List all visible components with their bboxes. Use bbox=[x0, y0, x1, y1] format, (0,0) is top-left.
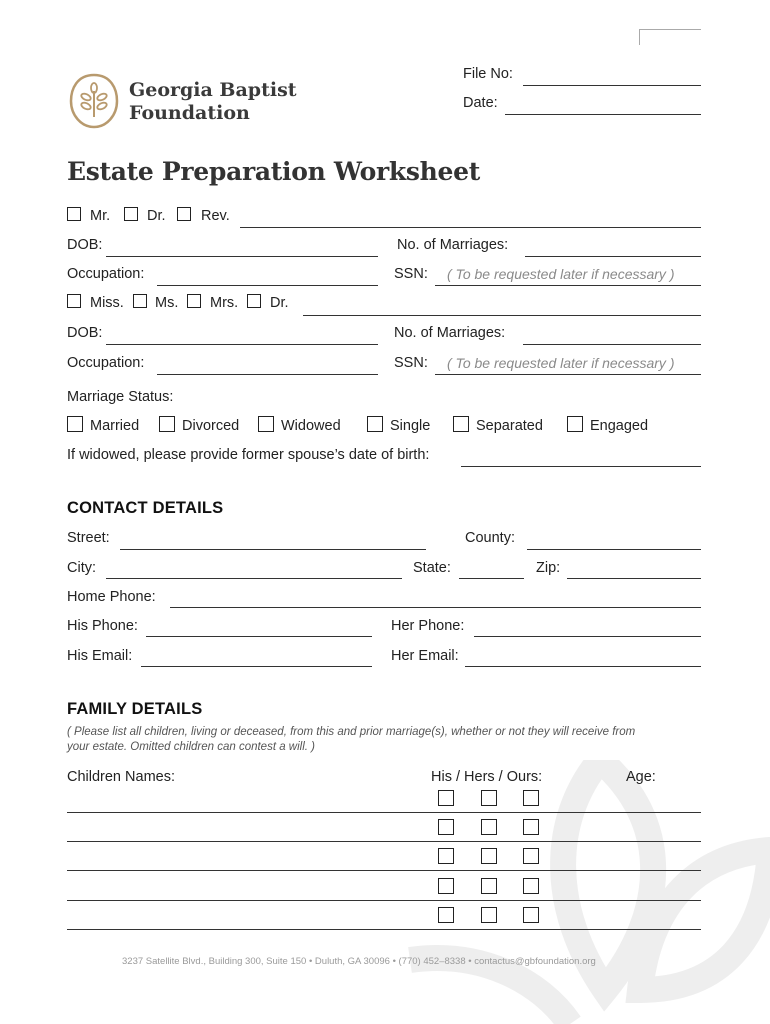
option-widowed-label: Widowed bbox=[281, 418, 341, 434]
ssn-label-1: SSN: bbox=[394, 266, 428, 282]
date-field[interactable] bbox=[505, 114, 701, 115]
checkbox-single[interactable] bbox=[367, 416, 383, 432]
county-label: County: bbox=[465, 530, 515, 546]
her-phone-field[interactable] bbox=[474, 636, 701, 637]
child-his-checkbox[interactable] bbox=[438, 878, 454, 894]
watermark-leaf-icon bbox=[370, 760, 770, 1024]
marriages-label-1: No. of Marriages: bbox=[397, 237, 509, 253]
home-phone-label: Home Phone: bbox=[67, 589, 156, 605]
his-hers-ours-header: His / Hers / Ours: bbox=[431, 769, 543, 785]
person2-name-field[interactable] bbox=[303, 315, 701, 316]
state-field[interactable] bbox=[459, 578, 524, 579]
checkbox-dr-2[interactable] bbox=[247, 294, 261, 308]
option-married-label: Married bbox=[90, 418, 140, 434]
former-spouse-dob-field[interactable] bbox=[461, 466, 701, 467]
checkbox-mrs[interactable] bbox=[187, 294, 201, 308]
checkbox-widowed[interactable] bbox=[258, 416, 274, 432]
ssn-field-1[interactable] bbox=[435, 285, 701, 286]
street-label: Street: bbox=[67, 530, 110, 546]
his-phone-label: His Phone: bbox=[67, 618, 138, 634]
widowed-prompt: If widowed, please provide former spouse’s date of birth: bbox=[67, 447, 430, 463]
her-phone-label: Her Phone: bbox=[391, 618, 465, 634]
title-dr-label-1: Dr. bbox=[147, 208, 166, 224]
child-ours-checkbox[interactable] bbox=[523, 790, 539, 806]
children-names-header: Children Names: bbox=[67, 769, 175, 785]
child-ours-checkbox[interactable] bbox=[523, 819, 539, 835]
child-ours-checkbox[interactable] bbox=[523, 907, 539, 923]
child-his-checkbox[interactable] bbox=[438, 907, 454, 923]
child-hers-checkbox[interactable] bbox=[481, 819, 497, 835]
child-row-line[interactable] bbox=[67, 812, 701, 813]
ssn-placeholder-2: ( To be requested later if necessary ) bbox=[447, 355, 675, 371]
corner-mark bbox=[639, 29, 701, 45]
checkbox-engaged[interactable] bbox=[567, 416, 583, 432]
street-field[interactable] bbox=[120, 549, 426, 550]
age-header: Age: bbox=[626, 769, 656, 785]
footer-address: 3237 Satellite Blvd., Building 300, Suite 150 • Duluth, GA 30096 • (770) 452–8338 • contactus@gbfoundation.org bbox=[122, 956, 596, 967]
child-row-line[interactable] bbox=[67, 870, 701, 871]
her-email-label: Her Email: bbox=[391, 648, 459, 664]
dob-field-1[interactable] bbox=[106, 256, 378, 257]
child-row-line[interactable] bbox=[67, 929, 701, 930]
child-hers-checkbox[interactable] bbox=[481, 878, 497, 894]
zip-field[interactable] bbox=[567, 578, 701, 579]
family-note-line2: your estate. Omitted children can contest a will. ) bbox=[67, 741, 315, 753]
org-name-line1: Georgia Baptist bbox=[129, 79, 297, 101]
marriages-field-1[interactable] bbox=[525, 256, 701, 257]
title-ms-label: Ms. bbox=[155, 295, 179, 311]
ssn-field-2[interactable] bbox=[435, 374, 701, 375]
date-label: Date: bbox=[463, 95, 498, 111]
his-email-field[interactable] bbox=[141, 666, 372, 667]
child-hers-checkbox[interactable] bbox=[481, 848, 497, 864]
title-mr-label: Mr. bbox=[90, 208, 111, 224]
option-divorced-label: Divorced bbox=[182, 418, 240, 434]
dob-label-1: DOB: bbox=[67, 237, 103, 253]
checkbox-separated[interactable] bbox=[453, 416, 469, 432]
family-note-line1: ( Please list all children, living or deceased, from this and prior marriage(s), whether or not they will receive from bbox=[67, 726, 636, 738]
child-ours-checkbox[interactable] bbox=[523, 878, 539, 894]
state-label: State: bbox=[413, 560, 451, 576]
file-no-label: File No: bbox=[463, 66, 513, 82]
file-no-field[interactable] bbox=[523, 85, 701, 86]
occupation-field-2[interactable] bbox=[157, 374, 378, 375]
his-email-label: His Email: bbox=[67, 648, 133, 664]
family-details-heading: FAMILY DETAILS bbox=[67, 700, 203, 718]
home-phone-field[interactable] bbox=[170, 607, 701, 608]
child-his-checkbox[interactable] bbox=[438, 790, 454, 806]
checkbox-rev[interactable] bbox=[177, 207, 191, 221]
child-his-checkbox[interactable] bbox=[438, 848, 454, 864]
child-hers-checkbox[interactable] bbox=[481, 907, 497, 923]
zip-label: Zip: bbox=[536, 560, 561, 576]
occupation-label-2: Occupation: bbox=[67, 355, 145, 371]
marriages-field-2[interactable] bbox=[523, 344, 701, 345]
person1-name-field[interactable] bbox=[240, 227, 701, 228]
ssn-label-2: SSN: bbox=[394, 355, 428, 371]
child-row-line[interactable] bbox=[67, 900, 701, 901]
title-mrs-label: Mrs. bbox=[210, 295, 239, 311]
title-dr-label-2: Dr. bbox=[270, 295, 289, 311]
her-email-field[interactable] bbox=[465, 666, 701, 667]
foundation-logo-icon bbox=[69, 73, 119, 129]
page-title: Estate Preparation Worksheet bbox=[67, 157, 480, 186]
city-label: City: bbox=[67, 560, 96, 576]
title-miss-label: Miss. bbox=[90, 295, 124, 311]
occupation-label-1: Occupation: bbox=[67, 266, 145, 282]
marriages-label-2: No. of Marriages: bbox=[394, 325, 506, 341]
checkbox-ms[interactable] bbox=[133, 294, 147, 308]
occupation-field-1[interactable] bbox=[157, 285, 378, 286]
option-separated-label: Separated bbox=[476, 418, 543, 434]
child-hers-checkbox[interactable] bbox=[481, 790, 497, 806]
dob-field-2[interactable] bbox=[106, 344, 378, 345]
child-ours-checkbox[interactable] bbox=[523, 848, 539, 864]
city-field[interactable] bbox=[106, 578, 402, 579]
checkbox-dr-1[interactable] bbox=[124, 207, 138, 221]
checkbox-married[interactable] bbox=[67, 416, 83, 432]
org-name-line2: Foundation bbox=[129, 102, 250, 124]
option-single-label: Single bbox=[390, 418, 431, 434]
ssn-placeholder-1: ( To be requested later if necessary ) bbox=[447, 266, 675, 282]
county-field[interactable] bbox=[527, 549, 701, 550]
checkbox-miss[interactable] bbox=[67, 294, 81, 308]
title-rev-label: Rev. bbox=[201, 208, 230, 224]
marriage-status-label: Marriage Status: bbox=[67, 389, 174, 405]
child-his-checkbox[interactable] bbox=[438, 819, 454, 835]
dob-label-2: DOB: bbox=[67, 325, 103, 341]
checkbox-mr[interactable] bbox=[67, 207, 81, 221]
checkbox-divorced[interactable] bbox=[159, 416, 175, 432]
option-engaged-label: Engaged bbox=[590, 418, 649, 434]
child-row-line[interactable] bbox=[67, 841, 701, 842]
his-phone-field[interactable] bbox=[146, 636, 372, 637]
contact-details-heading: CONTACT DETAILS bbox=[67, 499, 224, 517]
